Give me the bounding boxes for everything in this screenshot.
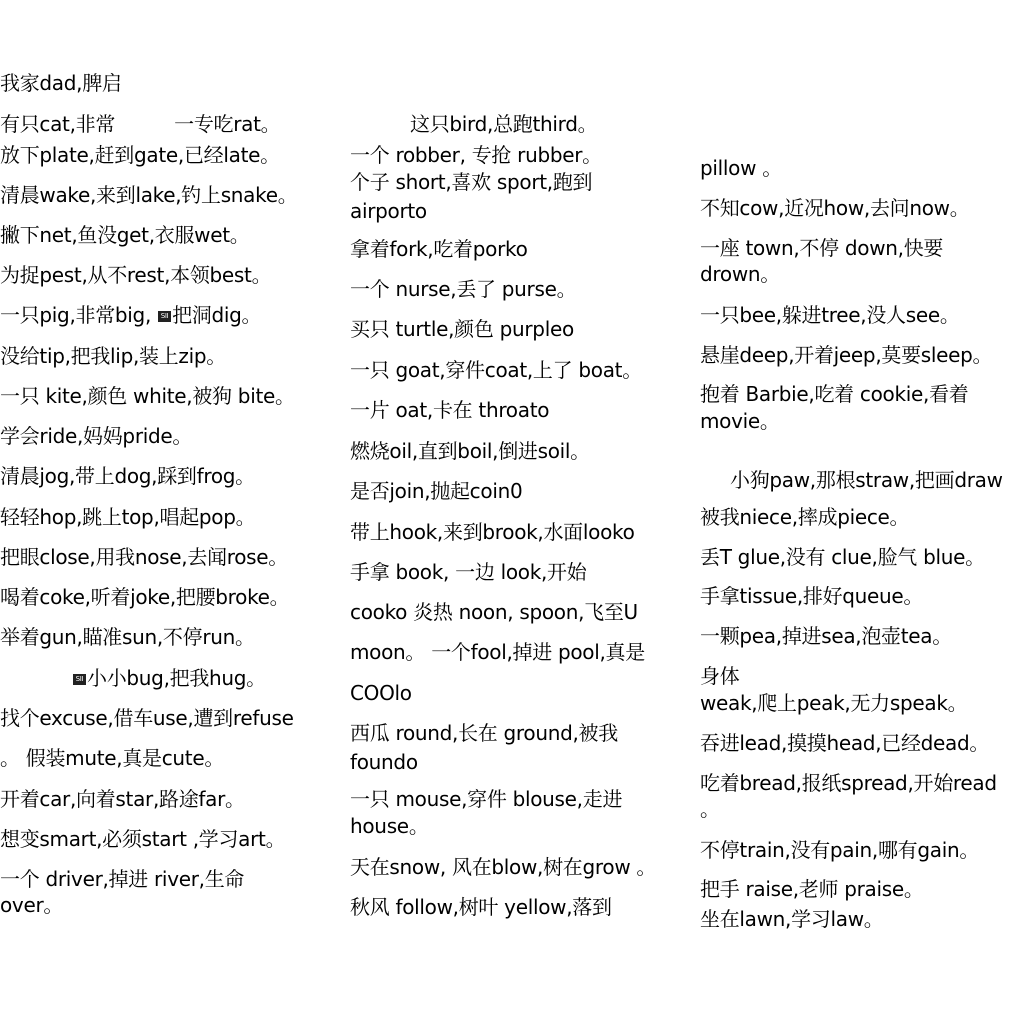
text-line: 清晨wake,来到lake,钓上snake。 <box>0 183 298 207</box>
text-line: 轻轻hop,跳上top,唱起pop。 <box>0 505 256 529</box>
text-line: 一个 nurse,丢了 purse。 <box>350 277 577 301</box>
text-line: 西瓜 round,长在 ground,被我 <box>350 721 618 745</box>
text-line: 喝着coke,听着joke,把腰broke。 <box>0 585 290 609</box>
text-line: 秋风 follow,树叶 yellow,落到 <box>350 895 612 919</box>
text-line: foundo <box>350 750 418 774</box>
text-line: house。 <box>350 814 429 838</box>
text-line: 个子 short,喜欢 sport,跑到 <box>350 170 593 194</box>
text-line: 我家dad,脾启 <box>0 71 122 95</box>
text-line: 带上hook,来到brook,水面looko <box>350 520 635 544</box>
text-line: 抱着 Barbie,吃着 cookie,看着 <box>700 382 969 406</box>
text-line: weak,爬上peak,无力speak。 <box>700 691 968 715</box>
text-line: 想变smart,必须start ,学习art。 <box>0 827 286 851</box>
text-line: 一只bee,躲进tree,没人see。 <box>700 303 960 327</box>
text-line: 学会ride,妈妈pride。 <box>0 424 193 448</box>
text-line: 吞进lead,摸摸head,已经dead。 <box>700 731 990 755</box>
text-line: drown。 <box>700 262 780 286</box>
text-line: 这只bird,总跑third。 <box>410 112 598 136</box>
text-line: 没给tip,把我lip,装上zip。 <box>0 344 226 368</box>
text-line: 是否join,抛起coin0 <box>350 479 523 503</box>
text-line: 放下plate,赶到gate,已经late。 <box>0 143 280 167</box>
text-line: 开着car,向着star,路途far。 <box>0 787 245 811</box>
text-line: 小狗paw,那根straw,把画draw <box>730 468 1003 492</box>
text-line <box>0 303 261 327</box>
text-line: airporto <box>350 199 427 223</box>
text-line: 一只 mouse,穿件 blouse,走进 <box>350 787 623 811</box>
text-line: 买只 turtle,颜色 purpleo <box>350 317 574 341</box>
text-line: pillow 。 <box>700 156 782 180</box>
text-line: movie。 <box>700 409 780 433</box>
text-line: 有只cat,非常 一专吃rat。 <box>0 112 281 136</box>
text-line: 坐在lawn,学习law。 <box>700 907 884 931</box>
text-line-part: 一只pig,非常big, <box>0 303 158 327</box>
text-line: cooko 炎热 noon, spoon,飞至U <box>350 600 638 624</box>
text-line: moon。 一个fool,掉进 pool,真是 <box>350 640 645 664</box>
text-line: 吃着bread,报纸spread,开始read <box>700 771 997 795</box>
text-line: 丢T glue,没有 clue,脸气 blue。 <box>700 545 985 569</box>
text-line-part: 把洞dig。 <box>172 303 262 327</box>
small-logo-glyph: SII <box>158 311 171 322</box>
text-line: 一片 oat,卡在 throato <box>350 398 550 422</box>
text-line: 一只 kite,颜色 white,被狗 bite。 <box>0 384 295 408</box>
text-line: 撇下net,鱼没get,衣服wet。 <box>0 223 250 247</box>
text-line: 悬崖deep,开着jeep,莫要sleep。 <box>700 343 993 367</box>
text-line: 不知cow,近况how,去问now。 <box>700 196 970 220</box>
text-line: over。 <box>0 893 64 917</box>
text-line: 手拿 book, 一边 look,开始 <box>350 560 587 584</box>
text-line: 清晨jog,带上dog,踩到frog。 <box>0 464 255 488</box>
text-line: 一颗pea,掉进sea,泡壶tea。 <box>700 624 952 648</box>
text-line <box>72 666 266 690</box>
text-line: 把手 raise,老师 praise。 <box>700 877 924 901</box>
text-line: 手拿tissue,排好queue。 <box>700 584 924 608</box>
text-line: 不停train,没有pain,哪有gain。 <box>700 838 980 862</box>
text-line: 被我niece,摔成piece。 <box>700 505 910 529</box>
text-line: 身体 <box>700 664 740 688</box>
text-line: 。 <box>700 797 720 821</box>
small-logo-glyph: SII <box>73 674 86 685</box>
text-line: 。 假装mute,真是cute。 <box>0 746 225 770</box>
text-line: COOlo <box>350 681 412 705</box>
text-line-part: 小小bug,把我hug。 <box>87 666 266 690</box>
text-line: 天在snow, 风在blow,树在grow 。 <box>350 855 657 879</box>
text-line: 一个 robber, 专抢 rubber。 <box>350 143 602 167</box>
text-line: 燃烧oil,直到boil,倒进soil。 <box>350 439 590 463</box>
text-line: 找个excuse,借车use,遭到refuse <box>0 706 294 730</box>
text-line: 把眼close,用我nose,去闻rose。 <box>0 545 289 569</box>
text-line: 一座 town,不停 down,快要 <box>700 236 944 260</box>
text-line: 一只 goat,穿件coat,上了 boat。 <box>350 358 642 382</box>
text-line: 一个 driver,掉进 river,生命 <box>0 867 245 891</box>
text-line: 为捉pest,从不rest,本领best。 <box>0 263 272 287</box>
text-line: 举着gun,瞄准sun,不停run。 <box>0 625 255 649</box>
text-line: 拿着fork,吃着porko <box>350 237 528 261</box>
